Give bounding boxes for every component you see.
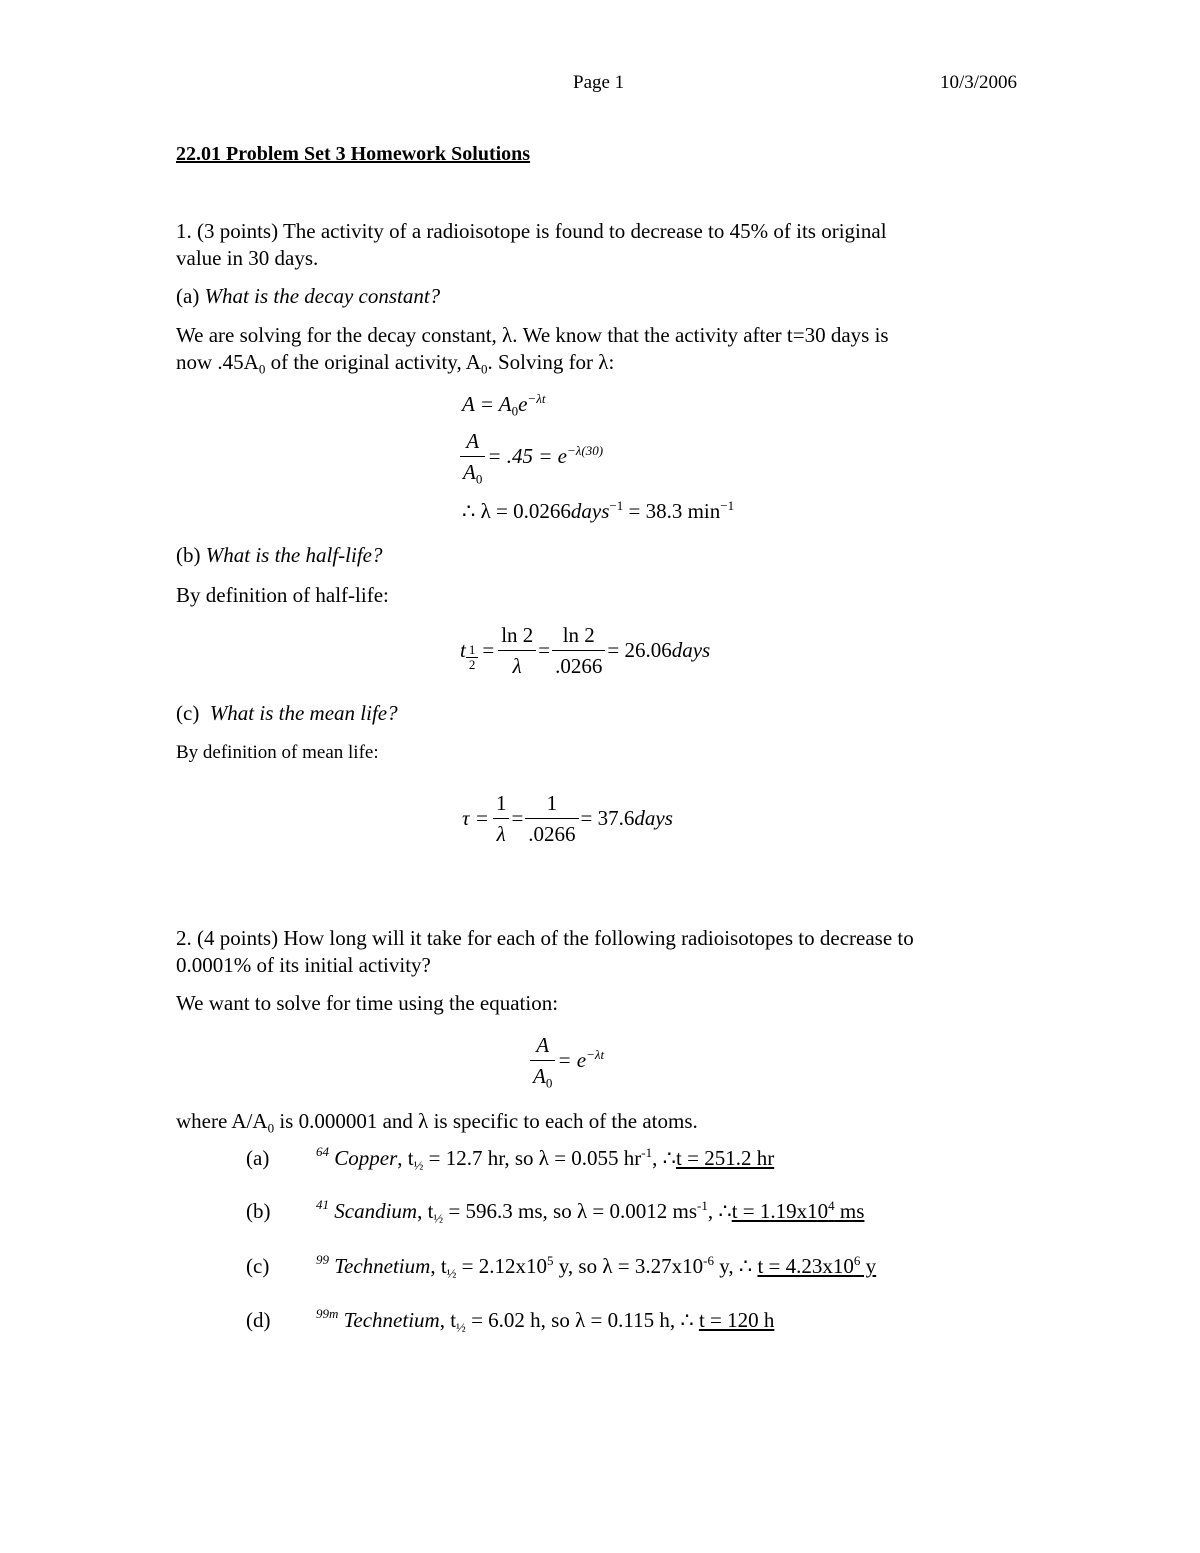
exponent: 5: [547, 1253, 554, 1269]
page-number: Page 1: [573, 72, 625, 93]
isotope-item-label: (a): [246, 1146, 270, 1170]
isotope-values-cont: y, so λ = 3.27x10: [553, 1254, 704, 1278]
equation-activity-decay: $A = A_0e^{-\lambda t}$: [462, 391, 546, 419]
exponent: -1: [641, 1145, 653, 1161]
equation-activity-ratio: $\frac{A}{A_0}$ = $.45 = e^{-\lambda(30)}$: [460, 426, 603, 487]
isotope-mass-number: 99m: [316, 1306, 339, 1321]
equation-half-life: t $\frac{1}{2}$ = $\frac{\ln 2}{\lambda}$ = $\frac{\ln 2}{.0266}$ = 26.06days: [460, 620, 710, 681]
question-1c-text: What is the mean life?: [209, 701, 398, 725]
isotope-values: = 2.12x10: [456, 1254, 548, 1278]
fraction-one-over-lambda: $\frac{1}{\lambda}$: [493, 788, 510, 849]
question-1c-label: (c): [176, 701, 200, 725]
question-1c: [176, 700, 398, 726]
half-life-subscript: ½: [446, 1265, 457, 1281]
fraction-ln2-over-value: $\frac{\ln 2}{.0266}$: [552, 620, 605, 681]
fraction-one-over-value: $\frac{1}{.0266}$: [525, 788, 578, 849]
fraction-ln2-over-lambda: $\frac{\ln 2}{\lambda}$: [498, 620, 536, 681]
isotope-item-label: (b): [246, 1199, 271, 1223]
isotope-name: Copper: [334, 1146, 398, 1170]
isotope-values-cont: y, ∴: [713, 1254, 758, 1278]
solution-2-intro: We want to solve for time using the equation:: [176, 991, 559, 1015]
question-1b-label: (b): [176, 543, 201, 567]
isotope-answer: t = 251.2 hr: [676, 1146, 775, 1170]
isotope-values: = 6.02 h, so λ = 0.115 h, ∴: [465, 1308, 699, 1332]
half-life-subscript: ½: [456, 1319, 466, 1335]
equation-time-solve: $\frac{A}{A_0}$ = $e^{-\lambda t}$: [530, 1030, 604, 1091]
isotope-answer: $t = 4.23x10^6$ y: [757, 1253, 877, 1278]
isotope-item: [246, 1145, 774, 1171]
question-1a-text: What is the decay constant?: [204, 284, 441, 308]
isotope-values-cont: , ∴: [652, 1146, 677, 1170]
solution-1c-intro: By definition of mean life:: [176, 742, 379, 763]
exponent: -1: [697, 1198, 708, 1214]
problem-2-statement-line-2: 0.0001% of its initial activity?: [176, 953, 431, 977]
isotope-answer: $t = 1.19x10^4$ ms: [731, 1198, 865, 1223]
question-1a: [176, 283, 440, 309]
header-date: 10/3/2006: [940, 72, 1018, 93]
document-title: 22.01 Problem Set 3 Homework Solutions: [176, 143, 531, 165]
isotope-name: Technetium: [334, 1254, 431, 1278]
isotope-answer: t = 120 h: [698, 1308, 775, 1332]
half-life-symbol: , t: [417, 1199, 434, 1223]
solution-1a-line-2: now $.45A_0$ of the original activity, $A_0$. Solving for λ:: [176, 350, 615, 377]
half-life-subscript: ½: [413, 1157, 424, 1173]
isotope-values: = 12.7 hr, so λ = 0.055 hr: [423, 1146, 642, 1170]
question-1b-text: What is the half-life?: [205, 543, 383, 567]
isotope-name: Scandium: [334, 1199, 418, 1223]
equation-mean-life: τ = $\frac{1}{\lambda}$ = $\frac{1}{.0266}$ = 37.6days: [462, 788, 673, 849]
isotope-mass-number: 99: [316, 1252, 329, 1267]
isotope-item: [246, 1198, 864, 1224]
half-life-symbol: , t: [397, 1146, 414, 1170]
exponent: -6: [703, 1253, 714, 1269]
isotope-item: [246, 1253, 876, 1279]
isotope-mass-number: 41: [316, 1197, 329, 1212]
problem-1-statement-line-2: value in 30 days.: [176, 246, 319, 270]
fraction-one-half: $\frac{1}{2}$: [466, 643, 479, 672]
half-life-symbol: , t: [430, 1254, 447, 1278]
isotope-values: = 596.3 ms, so λ = 0.0012 ms: [443, 1199, 697, 1223]
half-life-symbol: , t: [439, 1308, 457, 1332]
solution-1b-intro: By definition of half-life:: [176, 583, 389, 607]
isotope-name: Technetium: [343, 1308, 440, 1332]
problem-2-statement-line-1: 2. (4 points) How long will it take for each of the following radioisotopes to decrease to: [176, 926, 914, 950]
solution-1a-line-1: We are solving for the decay constant, λ. We know that the activity after t=30 days is: [176, 323, 889, 347]
fraction-a-over-a0: $\frac{A}{A_0}$: [460, 426, 485, 487]
solution-2-where: where $A/A_0$ is 0.000001 and λ is specific to each of the atoms.: [176, 1109, 698, 1136]
isotope-item-label: (d): [246, 1308, 271, 1332]
half-life-subscript: ½: [433, 1210, 444, 1226]
problem-1-statement-line-1: 1. (3 points) The activity of a radioisotope is found to decrease to 45% of its original: [176, 219, 887, 243]
isotope-item-label: (c): [246, 1254, 270, 1278]
question-1b: [176, 542, 382, 568]
equation-decay-constant-result: ∴ λ = 0.0266days$^{-1}$ = 38.3 $\min^{-1}$: [462, 498, 735, 523]
isotope-item: [246, 1307, 774, 1333]
isotope-mass-number: 64: [316, 1144, 329, 1159]
fraction-a-over-a0: $\frac{A}{A_0}$: [530, 1030, 555, 1091]
isotope-values-cont: , ∴: [707, 1199, 732, 1223]
question-1a-label: (a): [176, 284, 200, 308]
